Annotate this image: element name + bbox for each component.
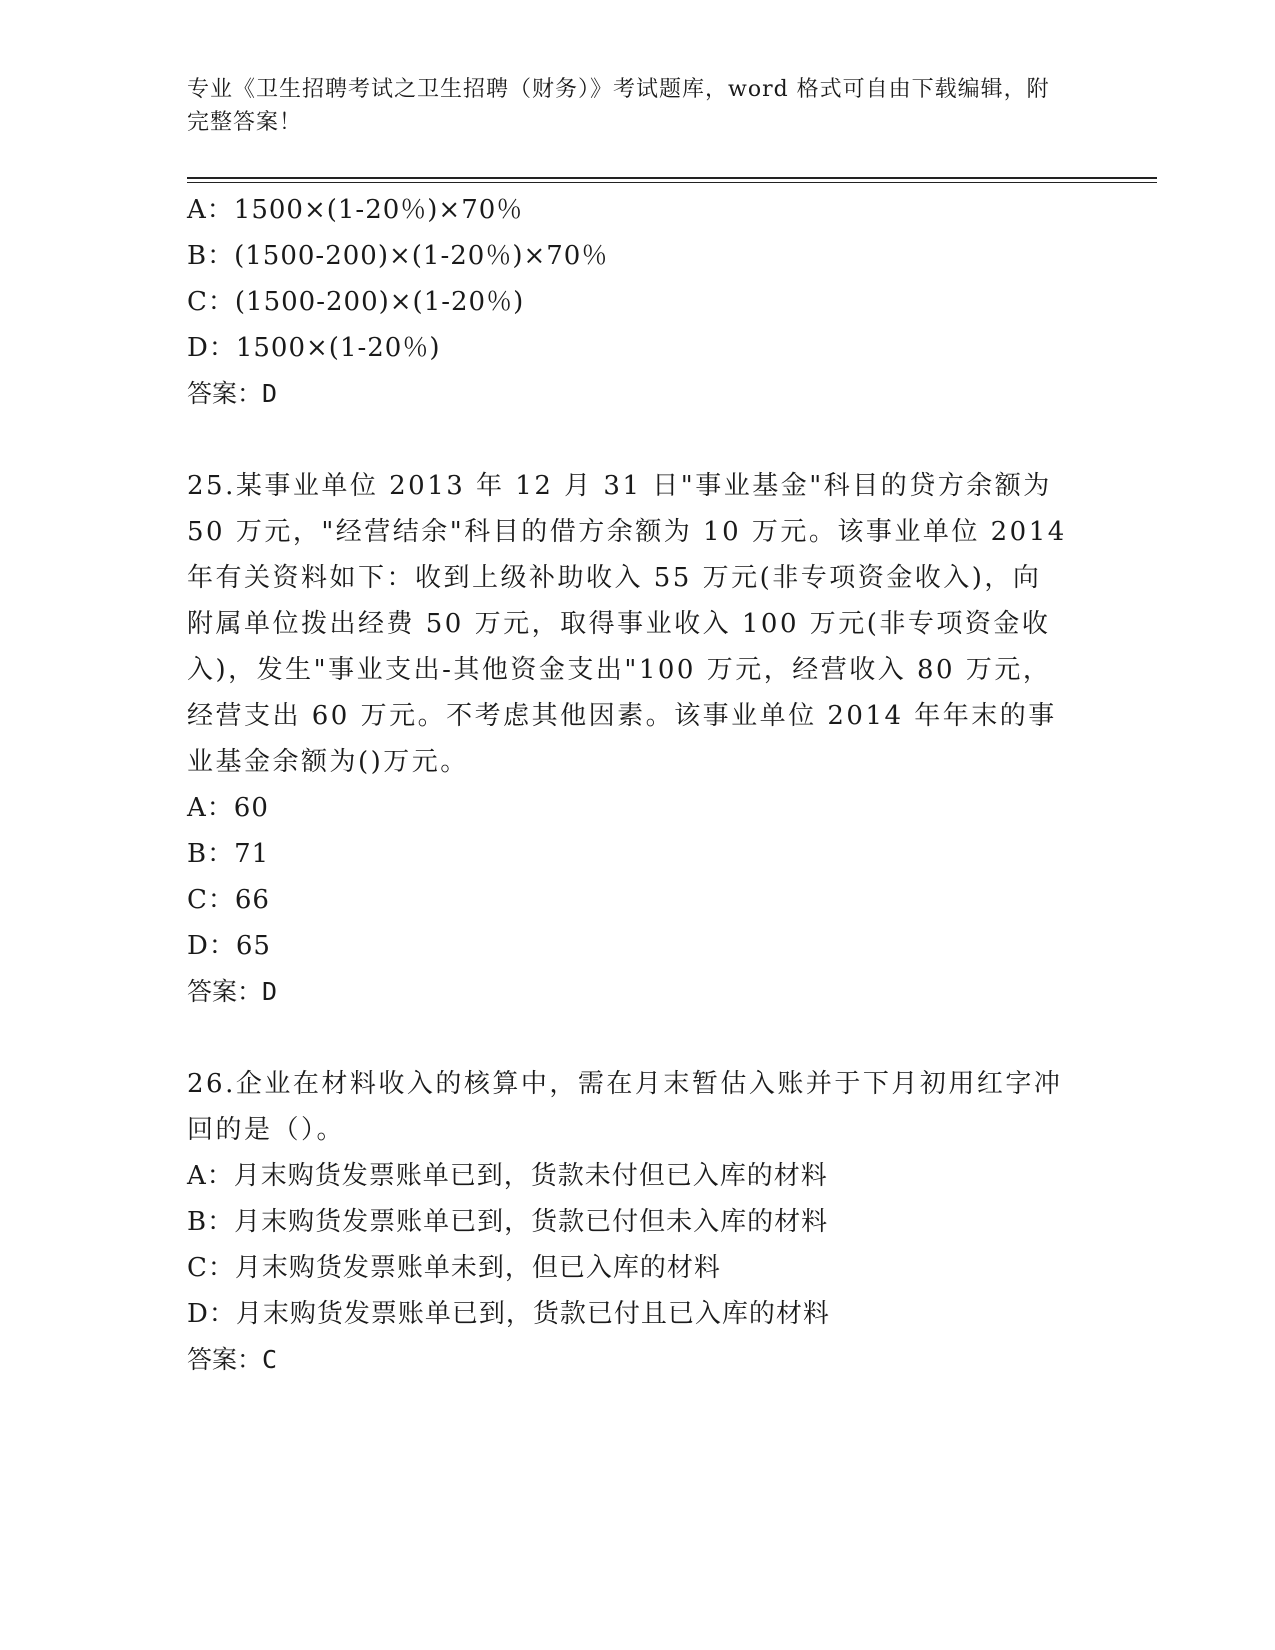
option-c: C：66 (187, 885, 270, 915)
document-header: 专业《卫生招聘考试之卫生招聘（财务）》考试题库，word 格式可自由下载编辑，附完整答案！ (187, 77, 1050, 135)
question-25-stem: 25.某事业单位 2013 年 12 月 31 日"事业基金"科目的贷方余额为 50 万元，"经营结余"科目的借方余额为 10 万元。该事业单位 2014 年有关资料如下：收到上级补助收入 55 万元(非专项资金收入)，向附属单位拨出经费 50 万元，取得事业收入 100 万元(非专项资金收入)，发生"事业支出-其他资金支出"100 万元，经营收入 80 万元，经营支出 60 万元。不考虑其他因素。该事业单位 2014 年年末的事业基金余额为()万元。 (187, 471, 1067, 777)
header-divider-thin (187, 182, 1157, 183)
question-25-options (187, 785, 1067, 969)
option-b: B：月末购货发票账单已到，货款已付但未入库的材料 (187, 1207, 829, 1237)
option-b: B：(1500-200)×(1-20％)×70％ (187, 241, 609, 271)
prev-question-options (187, 187, 1067, 371)
spacer (187, 417, 1067, 463)
prev-question-answer (187, 371, 1067, 417)
spacer (187, 1015, 1067, 1061)
option-d: D：1500×(1-20％) (187, 333, 441, 363)
question-26-stem: 26.企业在材料收入的核算中，需在月末暂估入账并于下月初用红字冲回的是（）。 (187, 1069, 1063, 1145)
option-c: C：月末购货发票账单未到，但已入库的材料 (187, 1253, 721, 1283)
option-a: A：60 (187, 793, 269, 823)
answer-value: C (262, 1345, 278, 1374)
option-b: B：71 (187, 839, 270, 869)
answer-label: 答案： (187, 977, 263, 1006)
answer-label: 答案： (187, 1345, 263, 1374)
option-d: D：月末购货发票账单已到，货款已付且已入库的材料 (187, 1299, 830, 1329)
question-26-options (187, 1153, 1067, 1337)
option-a: A：月末购货发票账单已到，货款未付但已入库的材料 (187, 1161, 828, 1191)
option-d: D：65 (187, 931, 271, 961)
answer-value: D (262, 977, 278, 1006)
answer-label: 答案： (187, 379, 263, 408)
question-content (187, 187, 1067, 1383)
header-divider-thick (187, 177, 1157, 179)
option-a: A：1500×(1-20％)×70％ (187, 195, 524, 225)
question-25-answer (187, 969, 1067, 1015)
answer-value: D (262, 379, 278, 408)
question-26-answer (187, 1337, 1067, 1383)
option-c: C：(1500-200)×(1-20％) (187, 287, 525, 317)
